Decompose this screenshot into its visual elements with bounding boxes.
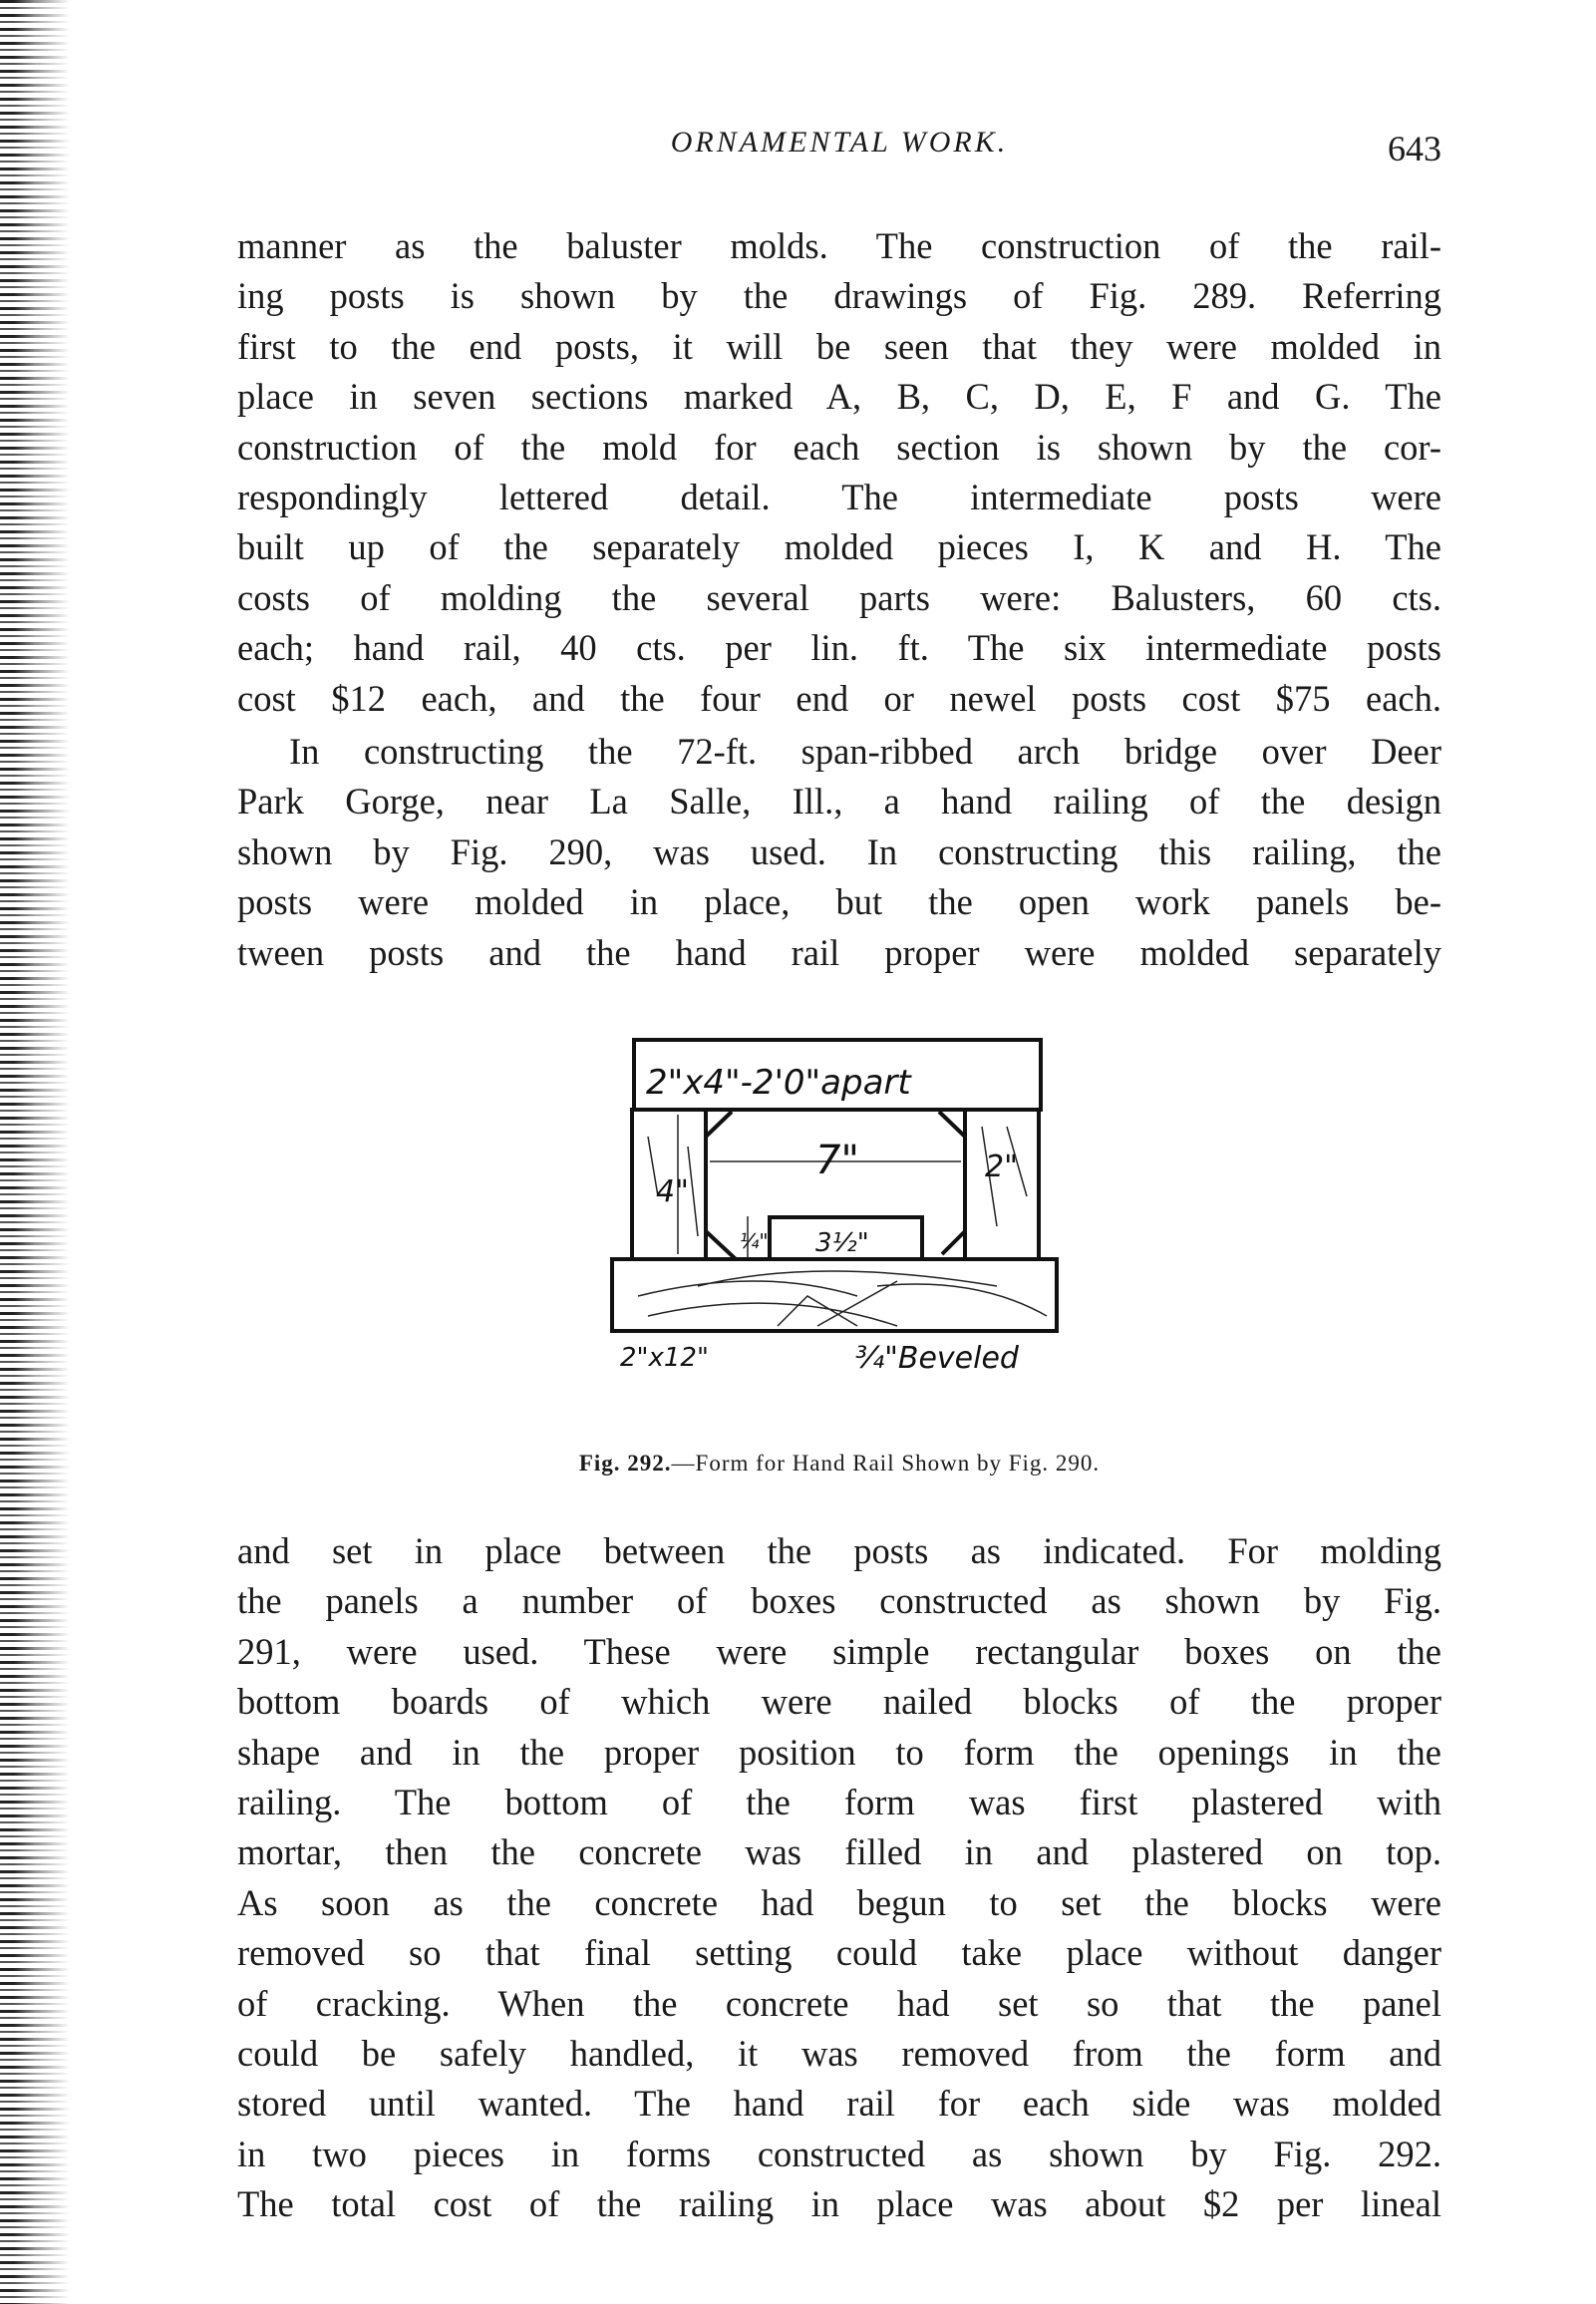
page-header [237, 118, 1441, 167]
text-line: cost $12 each, and the four end or newel posts cost $75 each. [237, 677, 1441, 719]
label-bevel: ¾"Beveled [855, 1341, 1019, 1376]
text-line: stored until wanted. The hand rail for each side was molded [237, 2083, 1441, 2125]
text-line: As soon as the concrete had begun to set the blocks were [237, 1881, 1441, 1923]
text-line: built up of the separately molded pieces I, K and H. The [237, 526, 1441, 568]
text-line: The total cost of the railing in place was about $2 per lineal [237, 2183, 1441, 2225]
text-line: respondingly lettered detail. The intermediate posts were [237, 476, 1441, 517]
text-line: Park Gorge, near La Salle, Ill., a hand railing of the design [237, 781, 1441, 823]
paragraph-3 [237, 1526, 1441, 2229]
text-line: posts were molded in place, but the open work panels be- [237, 881, 1441, 923]
text-line: 291, were used. These were simple rectangular boxes on the [237, 1630, 1441, 1672]
text-line: in two pieces in forms constructed as shown by Fig. 292. [237, 2133, 1441, 2174]
label-inner: 3½" [815, 1228, 869, 1258]
text-line: railing. The bottom of the form was first plastered with [237, 1781, 1441, 1822]
caption-text: —Form for Hand Rail Shown by Fig. 290. [671, 1451, 1101, 1476]
label-top-board: 2"x4"-2'0"apart [646, 1063, 911, 1103]
text-line: In constructing the 72-ft. span-ribbed arch bridge over Deer [289, 731, 1441, 772]
page-number: 643 [1388, 129, 1441, 168]
text-line: costs of molding the several parts were: Balusters, 60 cts. [237, 576, 1441, 618]
figure-caption [237, 1451, 1441, 1477]
label-height: 4" [656, 1174, 689, 1209]
text-line: construction of the mold for each section is shown by the cor- [237, 426, 1441, 468]
text-line: shown by Fig. 290, was used. In constructing this railing, the [237, 830, 1441, 872]
text-line: ing posts is shown by the drawings of Fig. 289. Referring [237, 275, 1441, 317]
paragraph-2 [237, 727, 1441, 978]
caption-label: Fig. 292. [578, 1451, 672, 1476]
text-line: the panels a number of boxes constructed as shown by Fig. [237, 1580, 1441, 1622]
label-width: 7" [815, 1138, 859, 1183]
text-line: each; hand rail, 40 cts. per lin. ft. The six intermediate posts [237, 627, 1441, 669]
text-line: first to the end posts, it will be seen that they were molded in [237, 325, 1441, 367]
text-line: could be safely handled, it was removed from the form and [237, 2032, 1441, 2074]
figure-292-hand-rail-form [588, 1027, 1107, 1396]
book-spine-shadow [0, 0, 70, 2304]
text-line: of cracking. When the concrete had set so that the panel [237, 1982, 1441, 2024]
paragraph-1 [237, 221, 1441, 724]
running-title: ORNAMENTAL WORK. [670, 126, 1009, 159]
text-line: removed so that final setting could take place without danger [237, 1932, 1441, 1974]
label-gap: ¼" [740, 1229, 769, 1253]
text-line: mortar, then the concrete was filled in and plastered on top. [237, 1831, 1441, 1873]
base-board [612, 1259, 1057, 1331]
text-line: bottom boards of which were nailed blocks of the proper [237, 1681, 1441, 1723]
text-line: manner as the baluster molds. The construction of the rail- [237, 225, 1441, 266]
right-post [965, 1110, 1039, 1259]
text-line: place in seven sections marked A, B, C, D, E, F and G. The [237, 376, 1441, 418]
text-line: shape and in the proper position to form the openings in the [237, 1731, 1441, 1773]
label-side: 2" [985, 1150, 1018, 1184]
label-base: 2"x12" [620, 1343, 709, 1373]
text-line: tween posts and the hand rail proper were molded separately [237, 931, 1441, 973]
text-line: and set in place between the posts as indicated. For molding [237, 1530, 1441, 1571]
